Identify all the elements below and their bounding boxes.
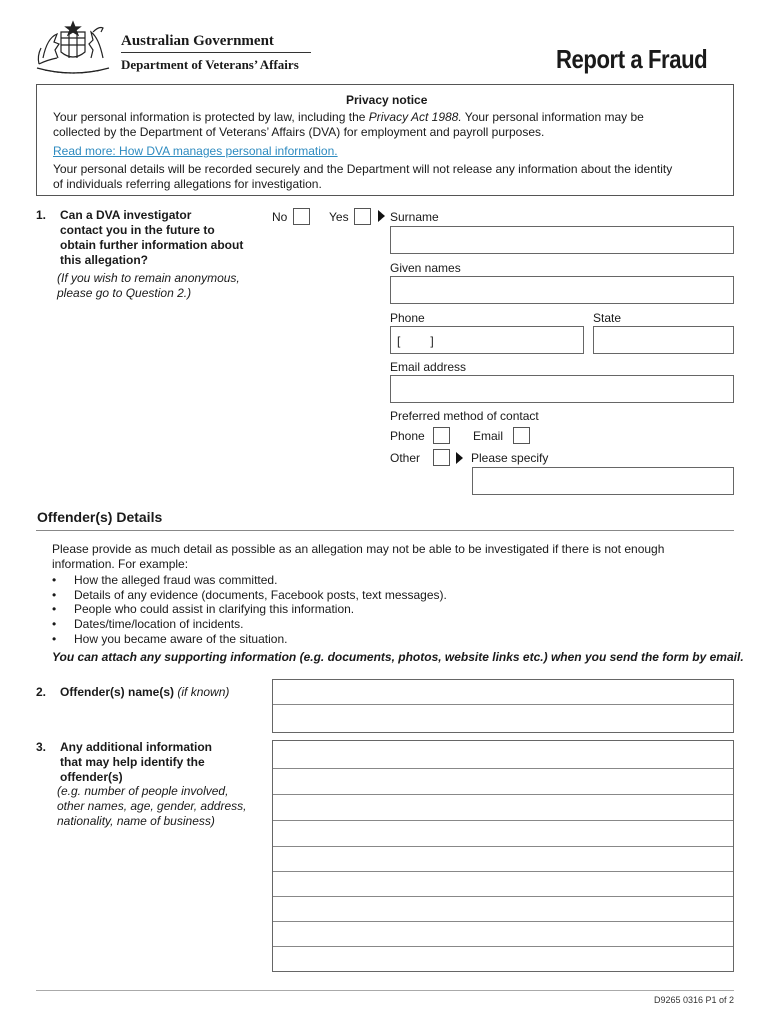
footer-divider <box>36 990 734 991</box>
bullet-item <box>52 573 277 587</box>
bullet-item <box>52 602 354 616</box>
privacy-read-more-link[interactable]: Read more: How DVA manages personal information. <box>53 144 338 158</box>
q3-note <box>57 784 246 829</box>
pref-other-checkbox[interactable] <box>433 449 450 466</box>
pref-phone-checkbox[interactable] <box>433 427 450 444</box>
q1-question-line: Can a DVA investigator <box>60 208 192 222</box>
bullet-text: How the alleged fraud was committed. <box>74 573 278 587</box>
given-names-label: Given names <box>390 261 461 275</box>
phone-area-code-brackets: [ ] <box>397 334 434 348</box>
pref-other-label: Other <box>390 451 421 465</box>
q2-offender-names-input[interactable] <box>272 679 734 733</box>
q3-note-line: nationality, name of business) <box>57 814 215 828</box>
email-address-label: Email address <box>390 360 467 374</box>
input-line[interactable] <box>273 769 733 795</box>
email-address-input[interactable] <box>390 375 734 403</box>
surname-input[interactable] <box>390 226 734 254</box>
privacy-line-4: of individuals referring allegations for investigation. <box>53 177 322 191</box>
q2-number: 2. <box>36 685 47 699</box>
department-name: Department of Veterans’ Affairs <box>121 57 299 72</box>
pref-email-checkbox[interactable] <box>513 427 530 444</box>
q1-note <box>57 271 240 301</box>
q1-no-label: No <box>272 210 288 224</box>
pref-email-label: Email <box>473 429 504 443</box>
input-line[interactable] <box>273 872 733 897</box>
q1-question-line: obtain further information about <box>60 238 244 252</box>
bullet-text: How you became aware of the situation. <box>74 632 288 646</box>
privacy-line-2: collected by the Department of Veterans’ Affairs (DVA) for employment and payroll purposes. <box>53 125 545 139</box>
pref-phone-label: Phone <box>390 429 425 443</box>
arrow-right-icon <box>456 452 463 464</box>
preferred-contact-label: Preferred method of contact <box>390 409 539 423</box>
bullet-text: People who could assist in clarifying this information. <box>74 602 355 616</box>
offender-intro-line-1: Please provide as much detail as possible as an allegation may not be able to be investigated if there is not enough <box>52 542 665 556</box>
q1-question <box>60 208 243 268</box>
attach-note: You can attach any supporting information (e.g. documents, photos, website links etc.) when you send the form by email. <box>52 650 744 664</box>
offender-section-title: Offender(s) Details <box>37 509 163 525</box>
please-specify-label: Please specify <box>471 451 549 465</box>
input-line[interactable] <box>273 897 733 922</box>
form-code: D9265 0316 P1 of 2 <box>654 995 735 1005</box>
q1-note-line: please go to Question 2.) <box>57 286 192 300</box>
input-line[interactable] <box>273 847 733 872</box>
q1-question-line: this allegation? <box>60 253 149 267</box>
bullet-dot: • <box>52 617 57 631</box>
state-label: State <box>593 311 622 325</box>
q3-question-line: that may help identify the <box>60 755 205 769</box>
q2-question-text: Offender(s) name(s) <box>60 685 175 699</box>
privacy-line-3: Your personal details will be recorded securely and the Department will not release any information about the identity <box>53 162 673 176</box>
privacy-heading: Privacy notice <box>346 93 428 107</box>
bullet-dot: • <box>52 632 57 646</box>
q3-note-line: (e.g. number of people involved, <box>57 784 229 798</box>
bullet-dot: • <box>52 573 57 587</box>
bullet-item <box>52 588 447 602</box>
privacy-line-1-tail: Your personal information may be <box>461 110 644 124</box>
section-divider <box>36 530 734 531</box>
bullet-item <box>52 632 287 646</box>
bullet-text: Details of any evidence (documents, Facebook posts, text messages). <box>74 588 447 602</box>
phone-input[interactable] <box>390 326 584 354</box>
input-line[interactable] <box>273 922 733 947</box>
state-input[interactable] <box>593 326 734 354</box>
arrow-right-icon <box>378 210 385 222</box>
q1-number: 1. <box>36 208 47 222</box>
input-line[interactable] <box>273 680 733 705</box>
q3-additional-info-input[interactable] <box>272 740 734 972</box>
bullet-dot: • <box>52 602 57 616</box>
bullet-item <box>52 617 243 631</box>
q3-question-line: Any additional information <box>60 740 212 754</box>
q2-note: (if known) <box>177 685 230 699</box>
input-line[interactable] <box>273 795 733 821</box>
form-title: Report a Fraud <box>556 44 708 74</box>
privacy-line-1 <box>53 110 644 125</box>
q2-question <box>60 685 229 700</box>
surname-label: Surname <box>390 210 439 224</box>
q3-question <box>60 740 212 785</box>
privacy-line-1-text: Your personal information is protected by law, including the <box>53 110 369 124</box>
header-divider <box>121 52 311 53</box>
q1-question-line: contact you in the future to <box>60 223 215 237</box>
bullet-text: Dates/time/location of incidents. <box>74 617 244 631</box>
given-names-input[interactable] <box>390 276 734 304</box>
q1-yes-label: Yes <box>329 210 349 224</box>
phone-label: Phone <box>390 311 425 325</box>
privacy-act-name: Privacy Act 1988. <box>368 110 462 124</box>
q1-yes-checkbox[interactable] <box>354 208 371 225</box>
bullet-dot: • <box>52 588 57 602</box>
q3-note-line: other names, age, gender, address, <box>57 799 247 813</box>
please-specify-input[interactable] <box>472 467 734 495</box>
q1-no-checkbox[interactable] <box>293 208 310 225</box>
input-line[interactable] <box>273 821 733 847</box>
q3-question-line: offender(s) <box>60 770 123 784</box>
q3-number: 3. <box>36 740 47 754</box>
government-title: Australian Government <box>121 33 274 49</box>
input-line[interactable] <box>273 741 733 769</box>
offender-intro-line-2: information. For example: <box>52 557 189 571</box>
input-line[interactable] <box>273 705 733 730</box>
coat-of-arms-logo <box>33 18 113 74</box>
q1-note-line: (If you wish to remain anonymous, <box>57 271 240 285</box>
input-line[interactable] <box>273 947 733 971</box>
